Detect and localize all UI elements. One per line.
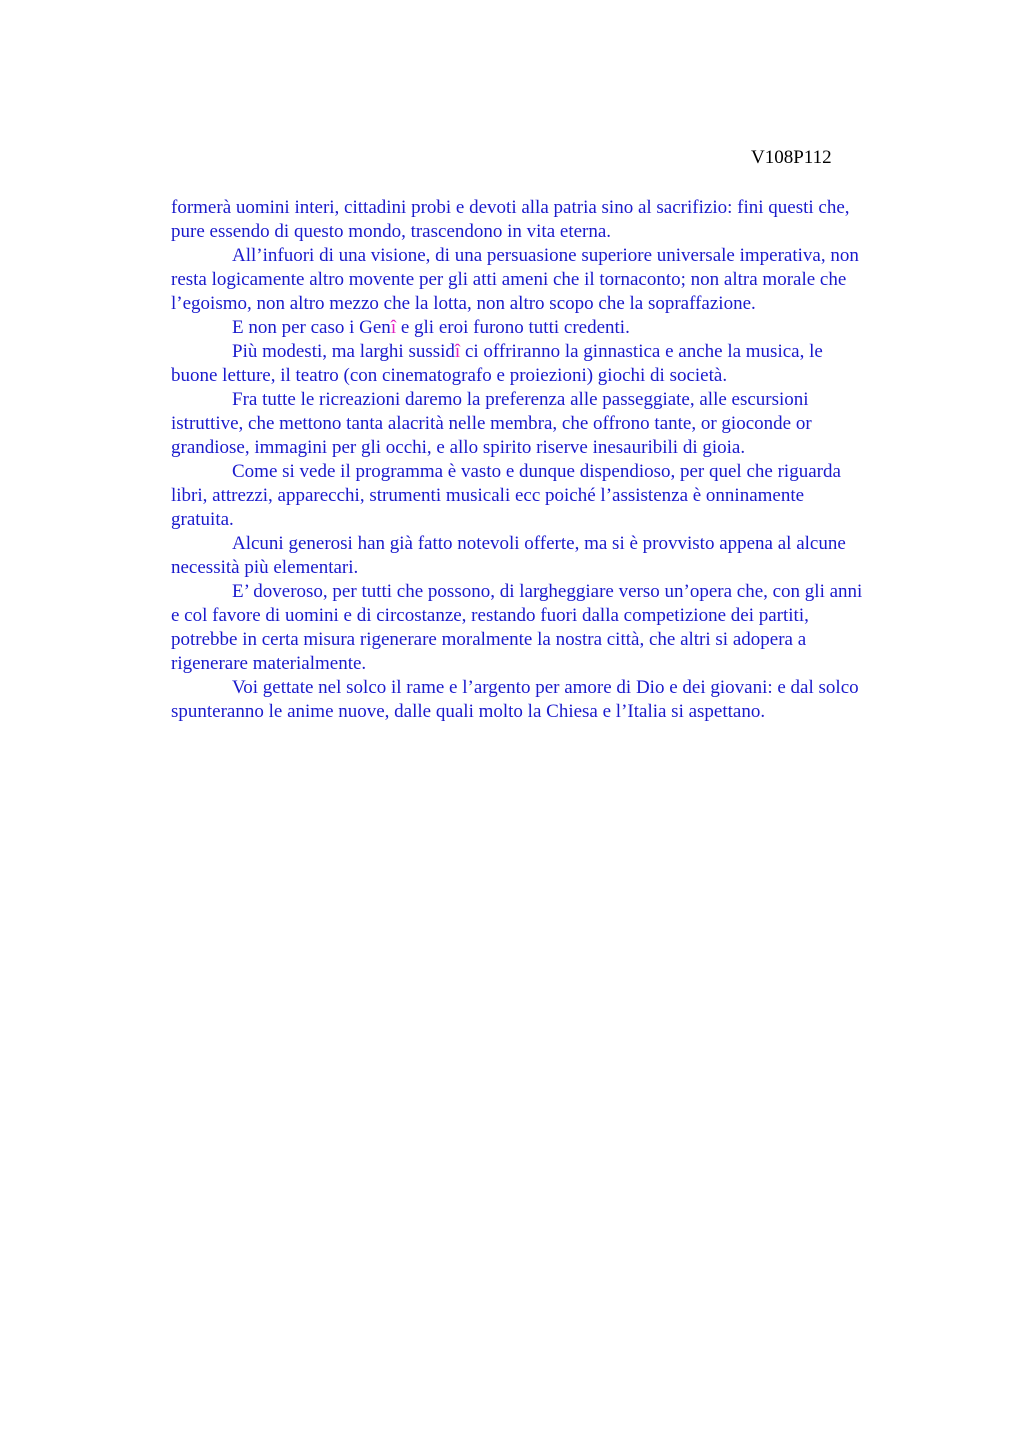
paragraph-1-line-1: formerà uomini interi, cittadini probi e devoti alla patria sino al sacrifizio: fini questi che, (171, 197, 850, 218)
paragraph-5 (171, 388, 931, 460)
paragraph-4-text-before: Più modesti, ma larghi sussid (232, 341, 455, 362)
paragraph-5-line-2: istruttive, che mettono tanta alacrità nelle membra, che offrono tante, or gioconde or (171, 413, 812, 434)
paragraph-4-text-after: ci offriranno la ginnastica e anche la musica, le (460, 341, 823, 362)
paragraph-6-line-3: gratuita. (171, 509, 234, 530)
page-identifier: V108P112 (751, 147, 832, 168)
paragraph-1-line-2: pure essendo di questo mondo, trascendono in vita eterna. (171, 221, 612, 242)
accent-character: î (390, 317, 397, 338)
paragraph-8-line-3: potrebbe in certa misura rigenerare moralmente la nostra città, che altri si adopera a (171, 629, 807, 650)
paragraph-4 (171, 340, 931, 388)
paragraph-8-line-1: E’ doveroso, per tutti che possono, di largheggiare verso un’opera che, con gli anni (232, 581, 863, 602)
paragraph-5-line-3: grandiose, immagini per gli occhi, e allo spirito riserve inesauribili di gioia. (171, 437, 746, 458)
paragraph-3 (171, 316, 931, 340)
paragraph-9-line-2: spunteranno le anime nuove, dalle quali molto la Chiesa e l’Italia si aspettano. (171, 701, 766, 722)
accent-character: î (454, 341, 461, 362)
paragraph-3-text-before: E non per caso i Gen (232, 317, 391, 338)
paragraph-8 (171, 580, 931, 676)
paragraph-6 (171, 460, 931, 532)
paragraph-6-line-1: Come si vede il programma è vasto e dunque dispendioso, per quel che riguarda (232, 461, 841, 482)
document-body (171, 196, 931, 724)
paragraph-9-line-1: Voi gettate nel solco il rame e l’argento per amore di Dio e dei giovani: e dal solco (232, 677, 859, 698)
paragraph-9 (171, 676, 931, 724)
paragraph-5-line-1: Fra tutte le ricreazioni daremo la preferenza alle passeggiate, alle escursioni (232, 389, 809, 410)
paragraph-1 (171, 196, 931, 244)
paragraph-2-line-1: All’infuori di una visione, di una persuasione superiore universale imperativa, non (232, 245, 859, 266)
paragraph-2-line-3: l’egoismo, non altro mezzo che la lotta, non altro scopo che la sopraffazione. (171, 293, 756, 314)
paragraph-3-text-after: e gli eroi furono tutti credenti. (396, 317, 630, 338)
paragraph-7 (171, 532, 931, 580)
paragraph-6-line-2: libri, attrezzi, apparecchi, strumenti musicali ecc poiché l’assistenza è onninamente (171, 485, 805, 506)
paragraph-2-line-2: resta logicamente altro movente per gli atti ameni che il tornaconto; non altra morale che (171, 269, 847, 290)
paragraph-8-line-2: e col favore di uomini e di circostanze, restando fuori dalla competizione dei partiti, (171, 605, 809, 626)
paragraph-4-line-2: buone letture, il teatro (con cinematografo e proiezioni) giochi di società. (171, 365, 728, 386)
paragraph-2 (171, 244, 931, 316)
paragraph-8-line-4: rigenerare materialmente. (171, 653, 367, 674)
paragraph-7-line-2: necessità più elementari. (171, 557, 359, 578)
paragraph-7-line-1: Alcuni generosi han già fatto notevoli offerte, ma si è provvisto appena al alcune (232, 533, 846, 554)
